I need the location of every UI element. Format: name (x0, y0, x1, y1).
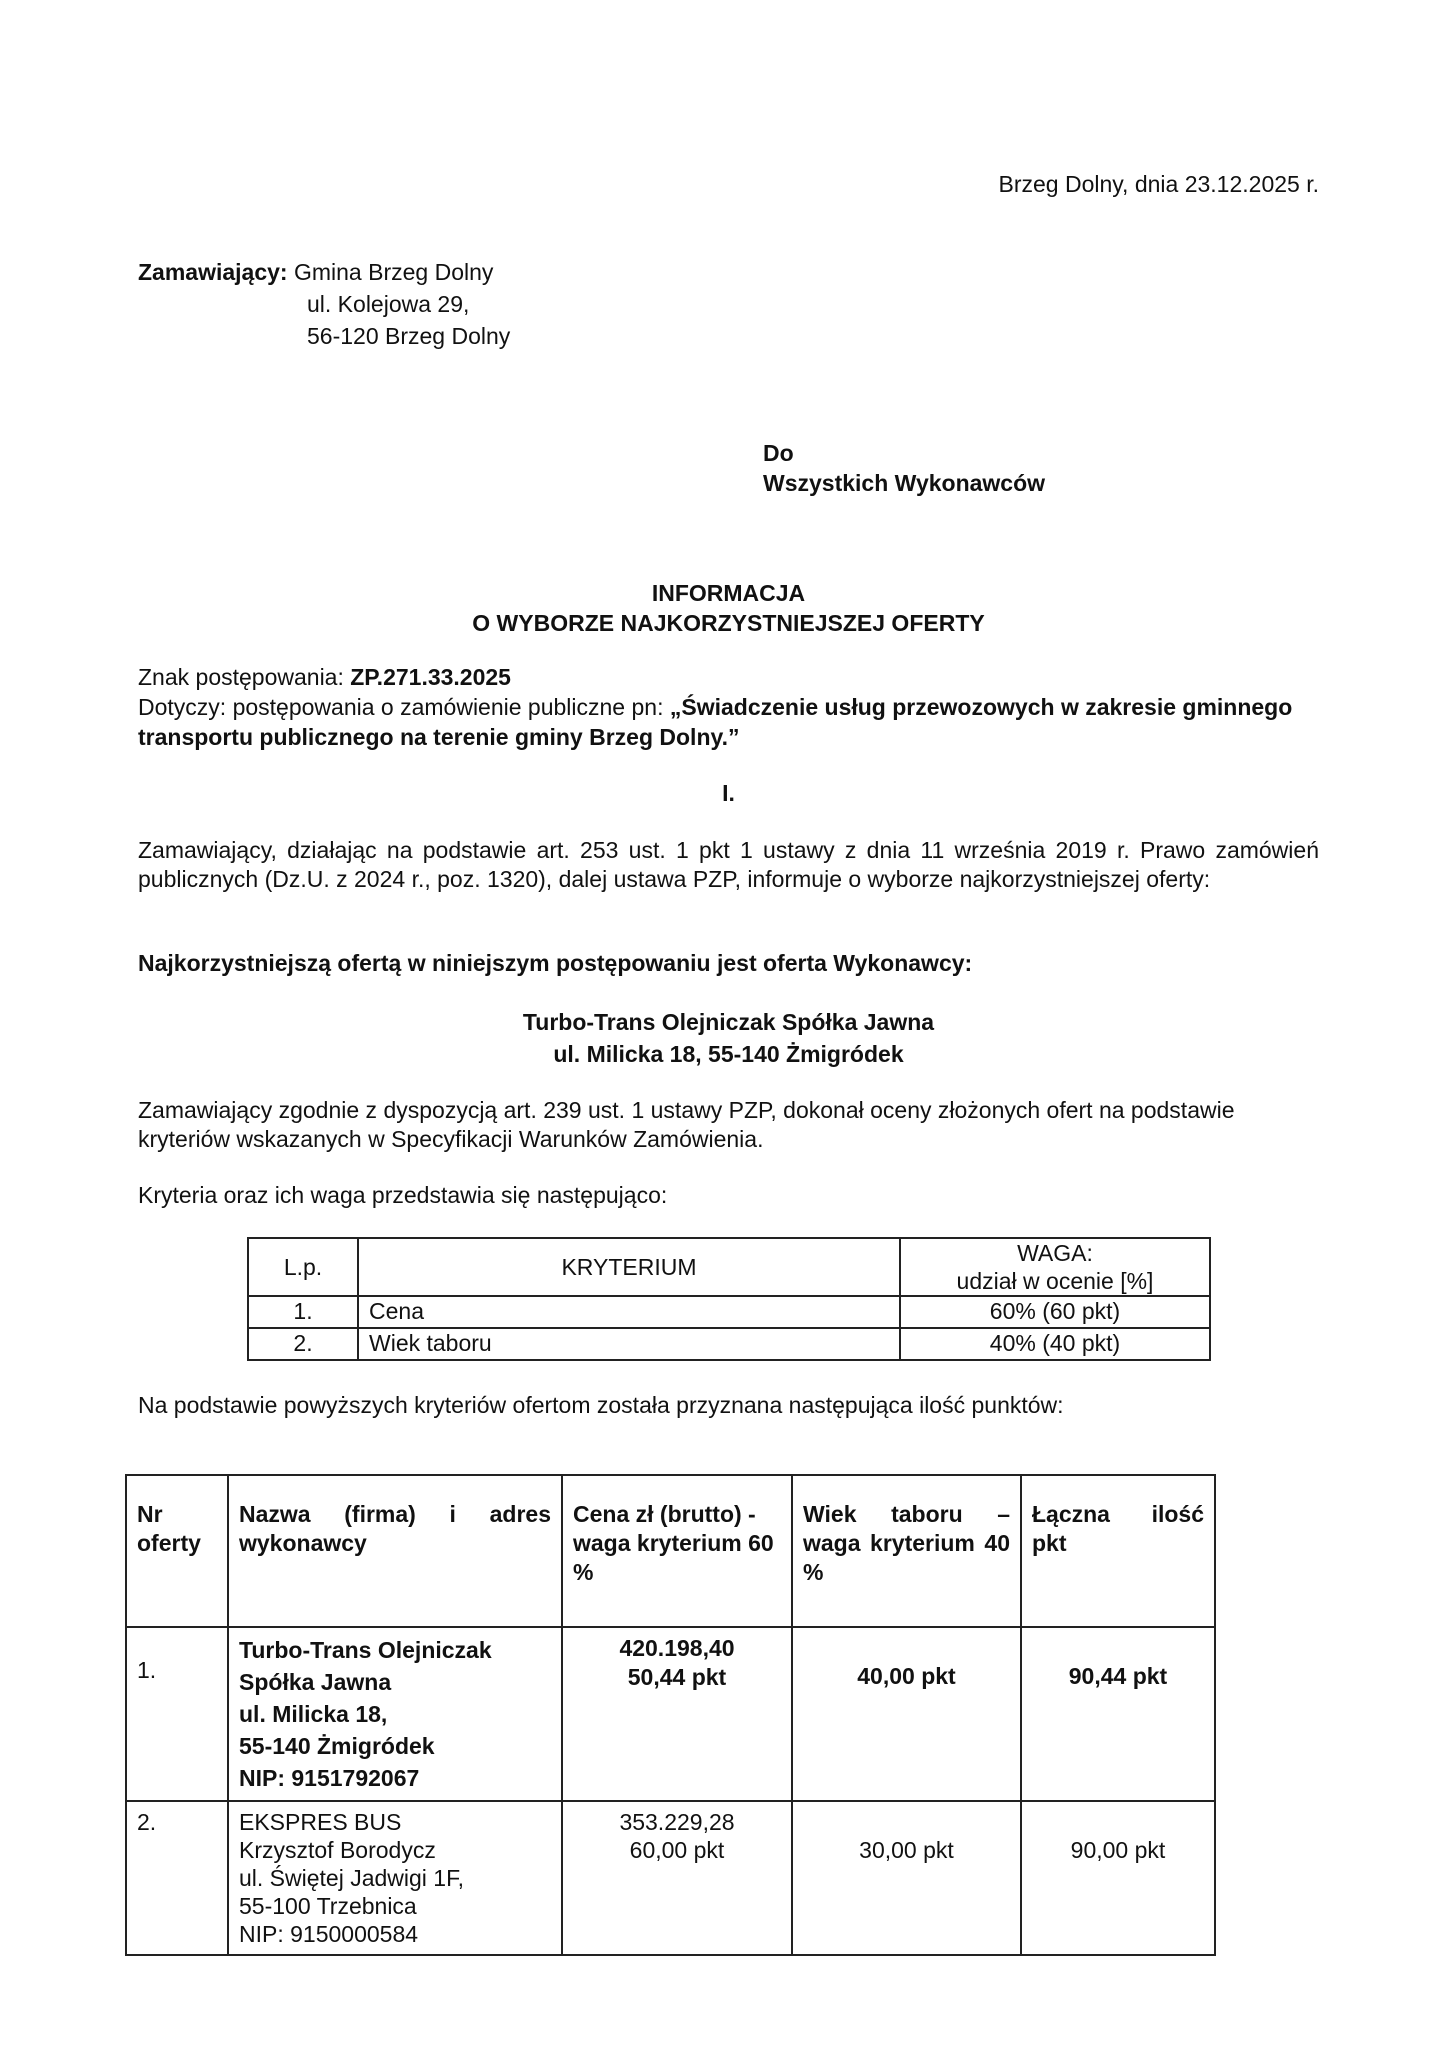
contractor-line: Turbo-Trans Olejniczak (239, 1637, 492, 1663)
cell-offer-number: 1. (126, 1627, 228, 1801)
cell-criterion: Cena (358, 1296, 900, 1328)
price-points: 50,44 pkt (627, 1664, 727, 1690)
winner-intro: Najkorzystniejszą ofertą w niniejszym postępowaniu jest oferta Wykonawcy: (138, 950, 973, 976)
contractor-line: NIP: 9151792067 (239, 1765, 420, 1791)
table-row (248, 1328, 1210, 1360)
table-row (248, 1296, 1210, 1328)
reference-block (138, 662, 1319, 752)
contractor-line: 55-140 Żmigródek (239, 1733, 435, 1759)
contractor-line: NIP: 9150000584 (239, 1921, 419, 1947)
criteria-intro: Kryteria oraz ich waga przedstawia się następująco: (138, 1182, 668, 1208)
winner-name: Turbo-Trans Olejniczak Spółka Jawna (522, 1009, 935, 1035)
header-weight (900, 1238, 1210, 1296)
table-row (126, 1801, 1215, 1955)
header-fleet-age: Wiek taboru – waga kryterium 40 % (792, 1475, 1021, 1627)
title-line-1: INFORMACJA (651, 580, 806, 606)
price-value: 420.198,40 (619, 1635, 735, 1661)
cell-offer-number: 2. (126, 1801, 228, 1955)
price-value: 353.229,28 (619, 1809, 735, 1835)
document-title (138, 578, 1319, 638)
title-line-2: O WYBORZE NAJKORZYSTNIEJSZEJ OFERTY (472, 610, 985, 636)
cell-criterion: Wiek taboru (358, 1328, 900, 1360)
header-lp: L.p. (248, 1238, 358, 1296)
header-criterion: KRYTERIUM (358, 1238, 900, 1296)
cell-contractor (228, 1627, 562, 1801)
subject-label: Dotyczy: postępowania o zamówienie publiczne pn: (138, 694, 670, 720)
cell-contractor (228, 1801, 562, 1955)
winner-block (138, 1006, 1319, 1070)
place-date: Brzeg Dolny, dnia 23.12.2025 r. (998, 171, 1319, 197)
section-number: I. (722, 780, 735, 806)
cell-fleet-points: 30,00 pkt (792, 1801, 1021, 1955)
orderer-name: Gmina Brzeg Dolny (293, 259, 494, 285)
contractor-line: Krzysztof Borodycz (239, 1837, 436, 1863)
recipient-line-2: Wszystkich Wykonawców (763, 470, 1046, 496)
cell-total: 90,44 pkt (1021, 1627, 1215, 1801)
subject-title: „Świadczenie usług przewozowych w zakresie gminnego transportu publicznego na terenie gminy Brzeg Dolny.” (138, 694, 1293, 750)
table-row (126, 1627, 1215, 1801)
legal-basis-paragraph: Zamawiający, działając na podstawie art. 253 ust. 1 pkt 1 ustawy z dnia 11 września 2019 r. Prawo zamówień publicznych (Dz.U. z 2024 r., poz. 1320), dalej ustawa PZP, informuje o wyborze najkorzystniejszej oferty: (138, 837, 1319, 892)
criteria-header-row (248, 1238, 1210, 1296)
contractor-line: ul. Milicka 18, (239, 1701, 388, 1727)
contractor-line: EKSPRES BUS (239, 1809, 402, 1835)
orderer-label: Zamawiający: (138, 259, 288, 285)
evaluation-paragraph: Zamawiający zgodnie z dyspozycją art. 239 ust. 1 ustawy PZP, dokonał oceny złożonych ofert na podstawie kryteriów wskazanych w Specyfikacji Warunków Zamówienia. (138, 1097, 1235, 1152)
contractor-line: 55-100 Trzebnica (239, 1893, 417, 1919)
case-label: Znak postępowania: (138, 664, 351, 690)
orderer-street: ul. Kolejowa 29, (307, 291, 470, 317)
winner-address: ul. Milicka 18, 55-140 Żmigródek (553, 1041, 904, 1067)
price-points: 60,00 pkt (629, 1837, 725, 1863)
cell-fleet-points: 40,00 pkt (792, 1627, 1021, 1801)
scores-header-row (126, 1475, 1215, 1627)
cell-price (562, 1801, 792, 1955)
contractor-line: ul. Świętej Jadwigi 1F, (239, 1865, 464, 1891)
cell-total: 90,00 pkt (1021, 1801, 1215, 1955)
scores-intro: Na podstawie powyższych kryteriów ofertom została przyznana następująca ilość punktów: (138, 1392, 1064, 1418)
case-number: ZP.271.33.2025 (350, 664, 511, 690)
cell-lp: 2. (248, 1328, 358, 1360)
header-total: Łączna ilość pkt (1021, 1475, 1215, 1627)
cell-weight: 60% (60 pkt) (900, 1296, 1210, 1328)
cell-price (562, 1627, 792, 1801)
recipient-line-1: Do (763, 440, 794, 466)
orderer-city: 56-120 Brzeg Dolny (307, 323, 511, 349)
header-weight-line-1: WAGA: (1017, 1240, 1093, 1266)
header-weight-line-2: udział w ocenie [%] (956, 1268, 1154, 1294)
header-contractor: Nazwa (firma) i adres wykonawcy (228, 1475, 562, 1627)
orderer-block (138, 256, 510, 352)
header-offer-number: Nr oferty (126, 1475, 228, 1627)
cell-weight: 40% (40 pkt) (900, 1328, 1210, 1360)
scores-table (125, 1474, 1216, 1956)
recipient-block (763, 438, 1045, 498)
criteria-table (247, 1237, 1211, 1361)
header-price: Cena zł (brutto) - waga kryterium 60 % (562, 1475, 792, 1627)
cell-lp: 1. (248, 1296, 358, 1328)
contractor-line: Spółka Jawna (239, 1669, 392, 1695)
